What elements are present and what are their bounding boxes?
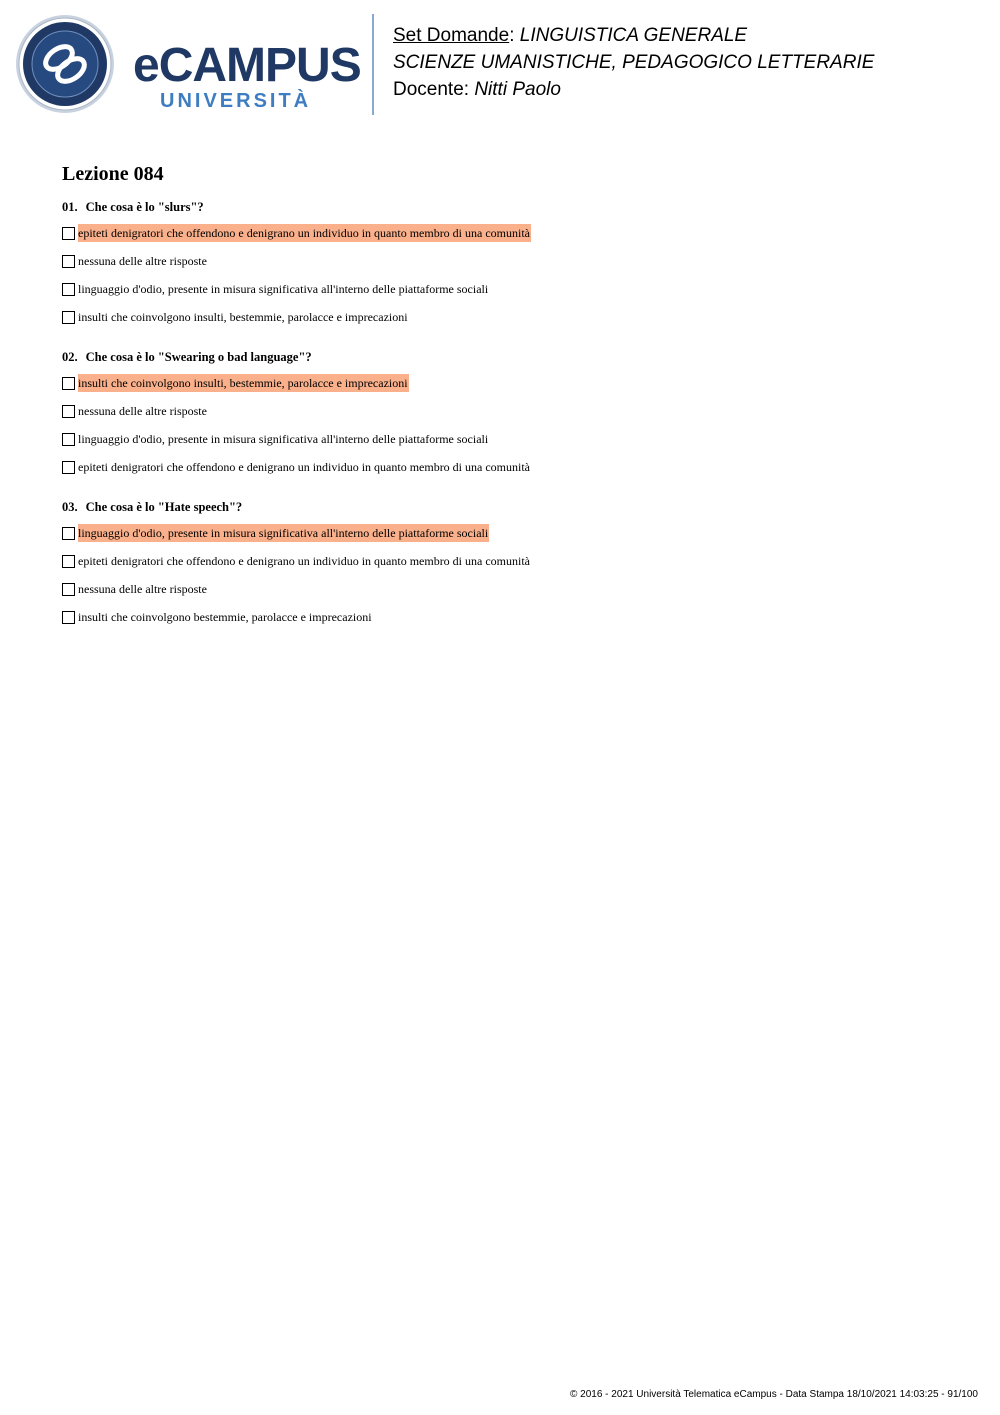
answer-text: insulti che coinvolgono bestemmie, parolacce e imprecazioni [78,610,372,624]
header-info [393,22,874,103]
answer-text: insulti che coinvolgono insulti, bestemmie, parolacce e imprecazioni [78,376,408,390]
question-text [62,499,962,515]
question-01 [62,199,962,326]
question-label: Che cosa è lo "Swearing o bad language"? [85,350,312,364]
lesson-title: Lezione 084 [62,163,164,185]
answer-text: nessuna delle altre risposte [78,404,207,418]
answer-checkbox[interactable] [62,583,75,596]
answer-text: epiteti denigratori che offendono e denigrano un individuo in quanto membro di una comunità [78,554,530,568]
ecampus-logo [15,14,360,118]
answer-option[interactable] [62,252,962,270]
answer-option[interactable] [62,580,962,598]
answer-text: insulti che coinvolgono insulti, bestemmie, parolacce e imprecazioni [78,310,408,324]
answer-checkbox[interactable] [62,255,75,268]
answer-option[interactable] [62,458,962,476]
question-set [62,162,962,649]
answer-text: nessuna delle altre risposte [78,254,207,268]
teacher-label: Docente: [393,79,470,100]
page-header [0,0,1000,130]
question-label: Che cosa è lo "slurs"? [85,200,204,214]
answer-option[interactable] [62,402,962,420]
page-footer: © 2016 - 2021 Università Telematica eCampus - Data Stampa 18/10/2021 14:03:25 - 91/100 [570,1389,978,1400]
teacher-name: Nitti Paolo [474,79,561,100]
answer-text: epiteti denigratori che offendono e denigrano un individuo in quanto membro di una comunità [78,460,530,474]
answer-checkbox[interactable] [62,405,75,418]
course-name: LINGUISTICA GENERALE [519,25,748,46]
answer-option[interactable] [62,224,962,242]
answer-checkbox[interactable] [62,311,75,324]
answer-text: linguaggio d'odio, presente in misura significativa all'interno delle piattaforme sociali [78,526,489,540]
question-number: 03. [62,500,78,514]
answer-checkbox[interactable] [62,555,75,568]
answer-option[interactable] [62,374,962,392]
answer-option[interactable] [62,524,962,542]
answer-text: nessuna delle altre risposte [78,582,207,596]
header-divider [372,14,374,115]
question-03 [62,499,962,626]
question-text [62,349,962,365]
answer-option[interactable] [62,608,962,626]
teacher-line [393,76,874,103]
answer-text: epiteti denigratori che offendono e denigrano un individuo in quanto membro di una comunità [78,226,530,240]
answer-checkbox[interactable] [62,611,75,624]
answer-text: linguaggio d'odio, presente in misura significativa all'interno delle piattaforme sociali [78,432,489,446]
question-number: 01. [62,200,78,214]
course-line: Set Domande: LINGUISTICA GENERALE [393,25,748,46]
university-seal-icon [15,14,115,114]
question-02 [62,349,962,476]
set-label: Set Domande [393,25,510,46]
answer-text: linguaggio d'odio, presente in misura significativa all'interno delle piattaforme sociali [78,282,489,296]
logo-subtitle: UNIVERSITÀ [160,90,312,112]
question-label: Che cosa è lo "Hate speech"? [85,500,243,514]
faculty-name: SCIENZE UMANISTICHE, PEDAGOGICO LETTERARIE [393,52,875,73]
logo-wordmark: eCAMPUS [133,39,361,92]
answer-checkbox[interactable] [62,377,75,390]
question-number: 02. [62,350,78,364]
answer-option[interactable] [62,308,962,326]
answer-checkbox[interactable] [62,527,75,540]
answer-option[interactable] [62,430,962,448]
answer-checkbox[interactable] [62,461,75,474]
answer-checkbox[interactable] [62,433,75,446]
answer-option[interactable] [62,552,962,570]
question-text [62,199,962,215]
answer-checkbox[interactable] [62,283,75,296]
answer-option[interactable] [62,280,962,298]
answer-checkbox[interactable] [62,227,75,240]
